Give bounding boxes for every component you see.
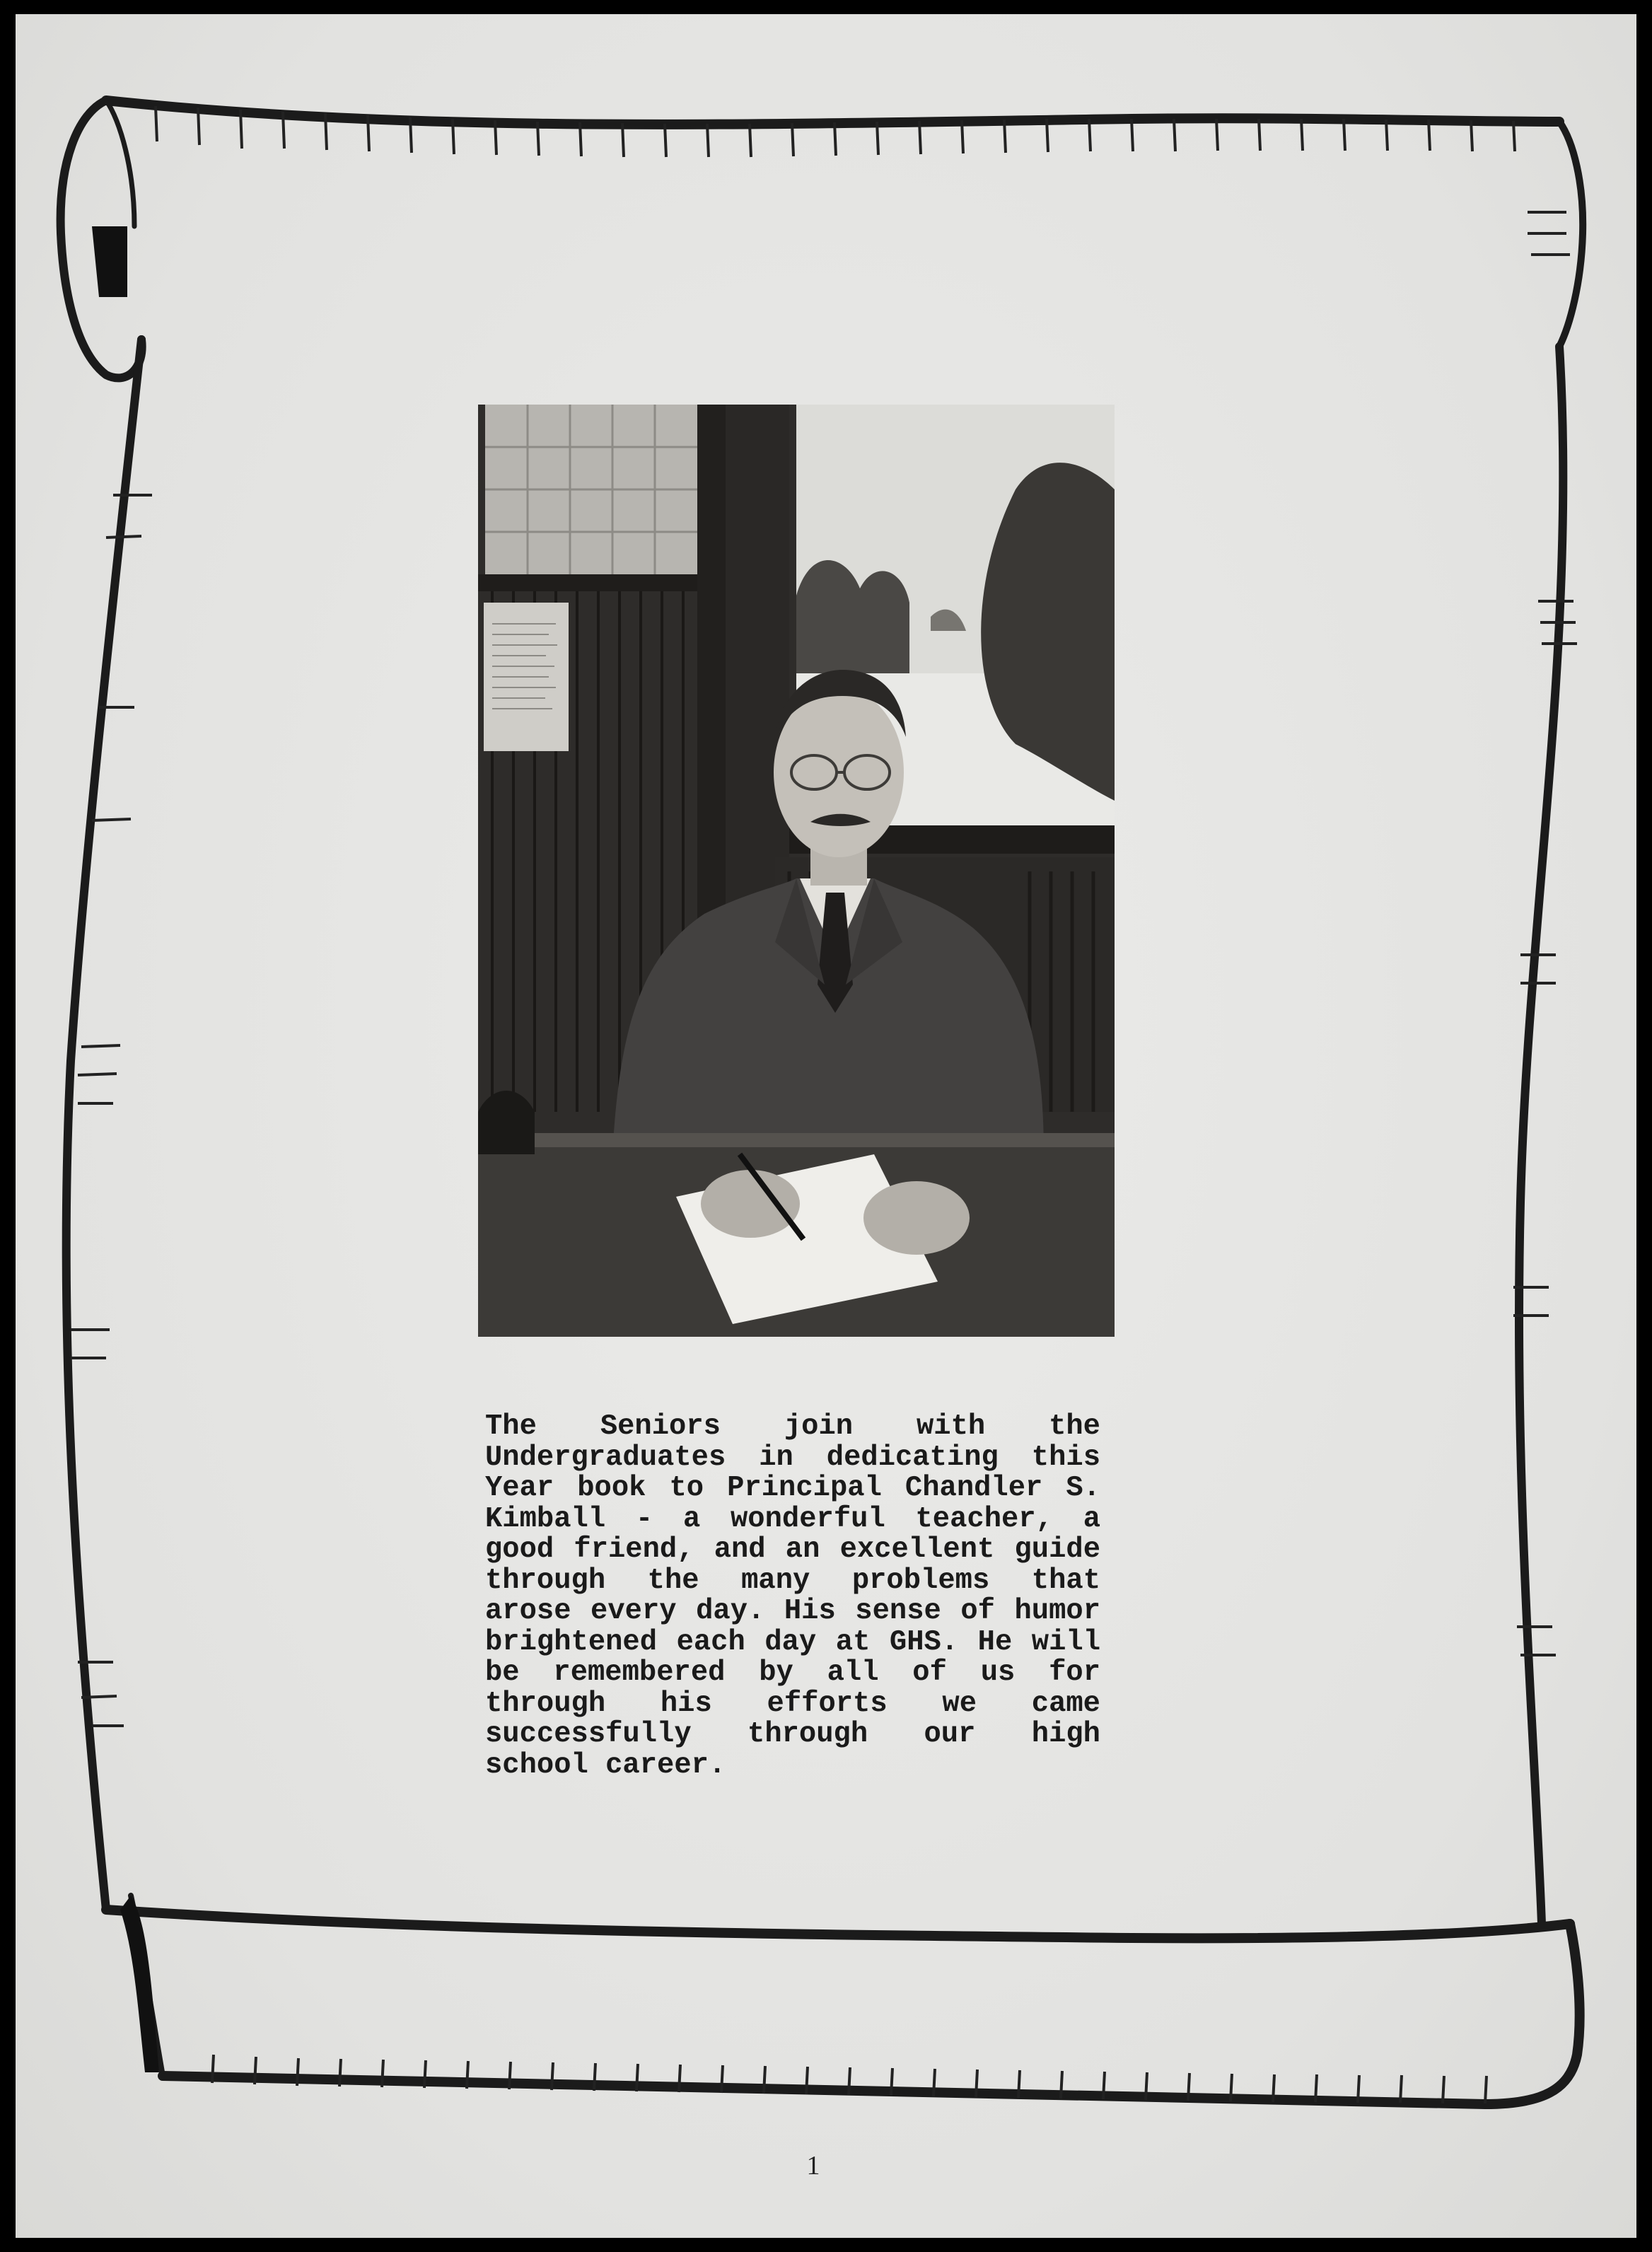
principal-photo xyxy=(478,405,1115,1337)
dedication-text: The Seniors join with the Undergraduates in dedicating this Year book to Principal Chandler S. Kimball - a wonderful teacher, a good friend, and an excellent guide through the many problems that arose every day. His sense of humor brightened each day at GHS. He will be remembered by all of us for through his efforts we came successfully through our high school career. xyxy=(485,1410,1100,1782)
page-number: 1 xyxy=(806,2151,820,2181)
